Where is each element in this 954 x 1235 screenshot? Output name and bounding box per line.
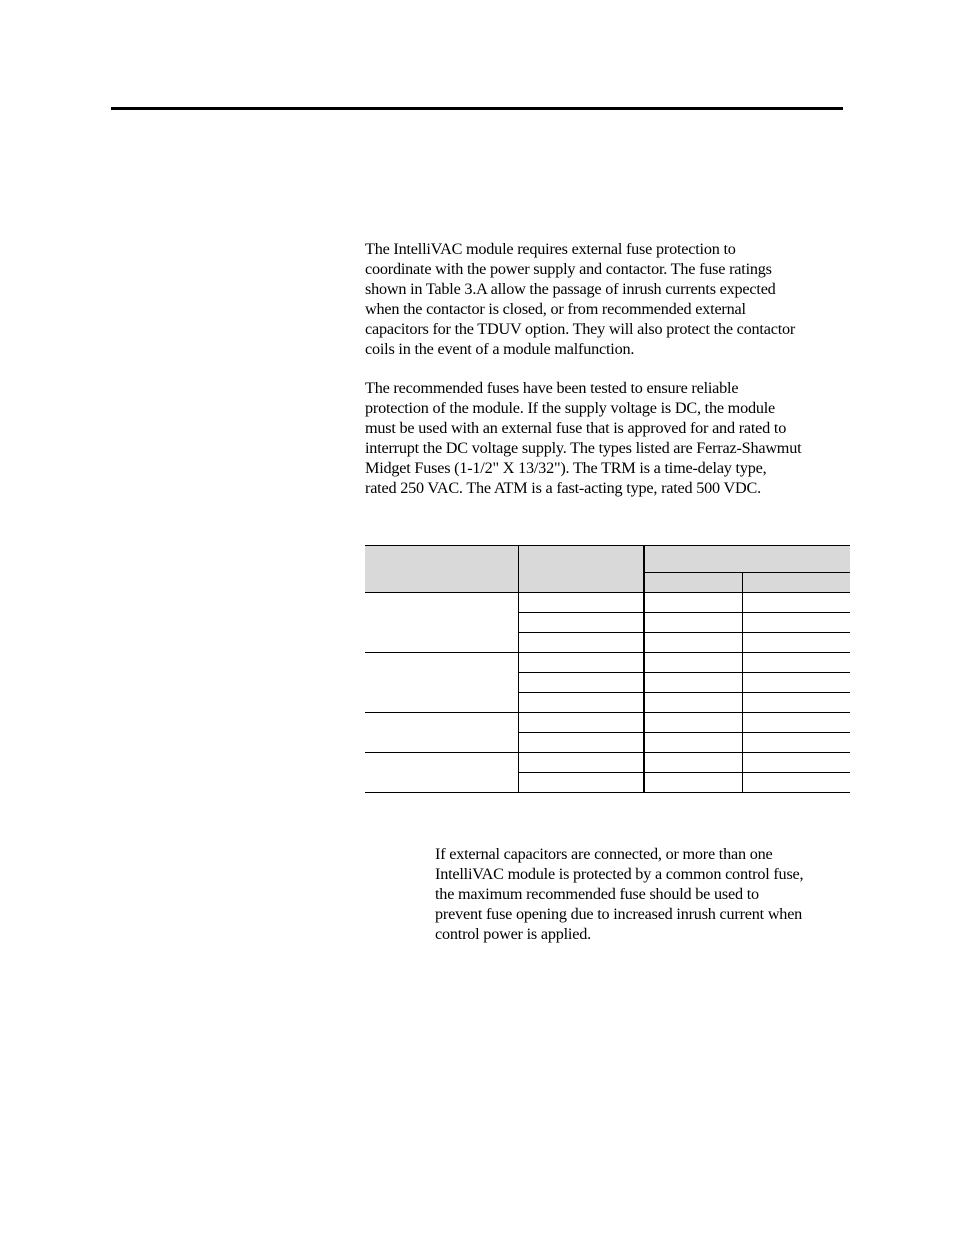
- table-group-cell: [365, 653, 518, 713]
- text-line: must be used with an external fuse that is approved for and rated to: [365, 418, 787, 437]
- table-cell: [644, 593, 742, 613]
- intro-paragraph: [365, 240, 850, 359]
- text-line: The recommended fuses have been tested to ensure reliable: [365, 379, 739, 397]
- table-cell: [518, 753, 644, 773]
- text-line: shown in Table 3.A allow the passage of inrush currents expected: [365, 279, 776, 298]
- table-row: [365, 653, 850, 673]
- table-cell: [644, 733, 742, 753]
- text-line: the maximum recommended fuse should be used to: [435, 884, 759, 903]
- fuse-paragraph: [365, 379, 850, 498]
- table-cell: [518, 613, 644, 633]
- table-cell: [518, 653, 644, 673]
- table-cell: [742, 653, 850, 673]
- text-line: protection of the module. If the supply voltage is DC, the module: [365, 398, 776, 417]
- table-header-cell: [365, 546, 518, 593]
- table-cell: [742, 673, 850, 693]
- table-header-cell: [518, 546, 644, 593]
- table-cell: [518, 733, 644, 753]
- table-cell: [742, 733, 850, 753]
- table-cell: [742, 753, 850, 773]
- table-header-cell: [644, 573, 742, 593]
- text-line: If external capacitors are connected, or more than one: [435, 845, 773, 863]
- table-row: [365, 593, 850, 613]
- text-line: coils in the event of a module malfunction.: [365, 339, 635, 358]
- table-cell: [742, 613, 850, 633]
- header-rule: [111, 107, 843, 110]
- table-cell: [742, 773, 850, 793]
- text-line: when the contactor is closed, or from recommended external: [365, 299, 746, 318]
- table-cell: [644, 673, 742, 693]
- table-cell: [742, 693, 850, 713]
- text-line: IntelliVAC module is protected by a common control fuse,: [435, 864, 804, 883]
- table-group-cell: [365, 753, 518, 793]
- text-line: The IntelliVAC module requires external fuse protection to: [365, 240, 736, 258]
- text-line: interrupt the DC voltage supply. The types listed are Ferraz-Shawmut: [365, 438, 802, 457]
- table-cell: [518, 593, 644, 613]
- table-cell: [644, 653, 742, 673]
- table-header-row: [365, 546, 850, 573]
- table-cell: [518, 673, 644, 693]
- text-line: prevent fuse opening due to increased inrush current when: [435, 904, 803, 923]
- table-cell: [644, 713, 742, 733]
- table-cell: [518, 713, 644, 733]
- table-cell: [742, 633, 850, 653]
- table-cell: [644, 773, 742, 793]
- text-line: capacitors for the TDUV option. They will also protect the contactor: [365, 319, 796, 338]
- table-header-cell: [742, 573, 850, 593]
- table-cell: [518, 693, 644, 713]
- text-line: control power is applied.: [435, 924, 591, 943]
- text-line: rated 250 VAC. The ATM is a fast-acting type, rated 500 VDC.: [365, 478, 761, 497]
- text-line: coordinate with the power supply and contactor. The fuse ratings: [365, 259, 772, 278]
- table-cell: [644, 693, 742, 713]
- text-line: Midget Fuses (1-1/2" X 13/32"). The TRM is a time-delay type,: [365, 458, 767, 477]
- table-cell: [742, 713, 850, 733]
- fuse-rating-table: [365, 545, 850, 793]
- table-cell: [644, 753, 742, 773]
- table-cell: [644, 613, 742, 633]
- table-group-cell: [365, 593, 518, 653]
- note-paragraph: [435, 845, 855, 945]
- table-row: [365, 713, 850, 733]
- table-header-cell: [644, 546, 850, 573]
- table-cell: [518, 773, 644, 793]
- table-row: [365, 753, 850, 773]
- table-cell: [742, 593, 850, 613]
- table-cell: [518, 633, 644, 653]
- table-cell: [644, 633, 742, 653]
- table-group-cell: [365, 713, 518, 753]
